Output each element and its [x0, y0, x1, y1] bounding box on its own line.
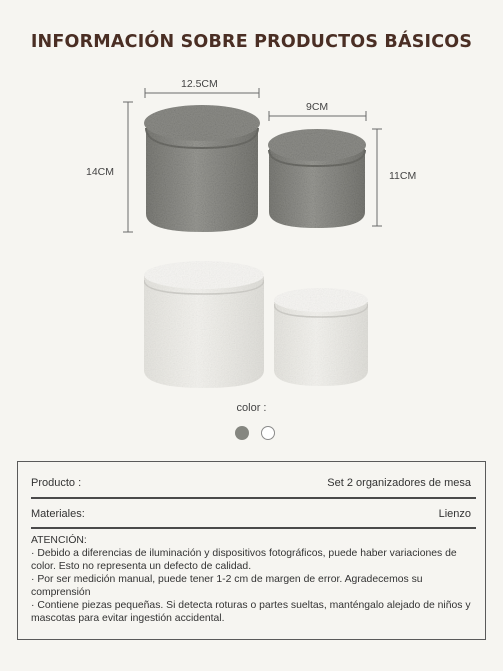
divider [31, 527, 476, 529]
attention-notes [31, 534, 481, 625]
large-width-label: 12.5CM [181, 78, 218, 90]
divider [31, 497, 476, 499]
product-value: Set 2 organizadores de mesa [327, 477, 471, 489]
product-label: Producto : [31, 477, 82, 489]
page-title: INFORMACIÓN SOBRE PRODUCTOS BÁSICOS [30, 32, 473, 52]
note-item: · Contiene piezas pequeñas. Si detecta roturas o partes sueltas, manténgalo alejado de niños y mascotas para evitar ingestión accidental. [31, 600, 471, 624]
grey-large-ottoman [144, 105, 260, 232]
materials-value: Lienzo [438, 508, 471, 520]
white-large-ottoman [144, 261, 264, 388]
small-width-label: 9CM [306, 101, 329, 113]
grey-color-swatch[interactable] [235, 426, 249, 440]
white-small-ottoman [274, 288, 368, 386]
white-color-swatch[interactable] [261, 426, 275, 440]
product-info-box [17, 461, 486, 640]
note-item: · Por ser medición manual, puede tener 1-2 cm de margen de error. Agradecemos su comprensión [31, 574, 423, 598]
note-item: · Debido a diferencias de iluminación y dispositivos fotográficos, puede haber variaciones de color. Esto no representa un defecto de calidad. [31, 548, 457, 572]
small-height-label: 11CM [389, 170, 417, 182]
materials-label: Materiales: [31, 508, 85, 520]
color-label: color : [236, 402, 267, 414]
notes-title: ATENCIÓN: [31, 535, 87, 546]
large-height-label: 14CM [86, 166, 115, 178]
grey-small-ottoman [268, 129, 366, 228]
